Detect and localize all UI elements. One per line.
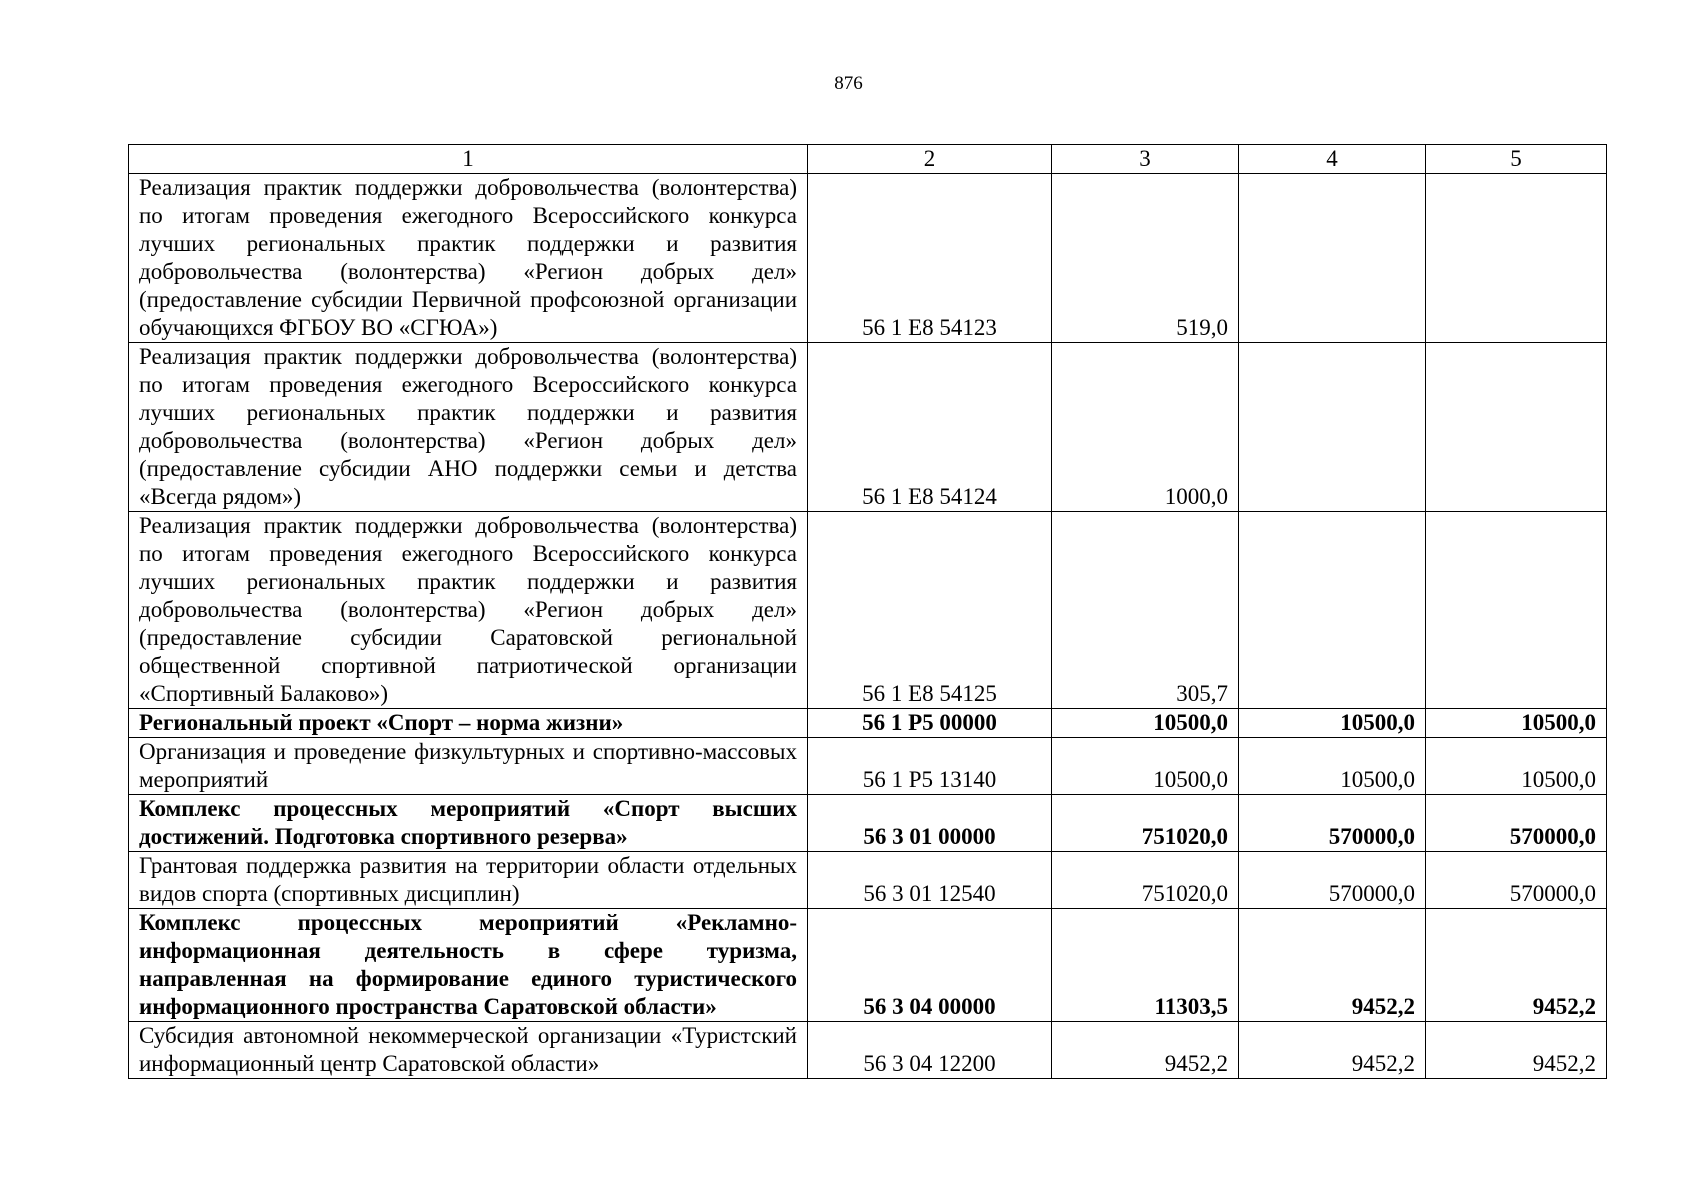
row-name: Реализация практик поддержки добровольчества (волонтерства) по итогам проведения ежегодного Всероссийского конкурса лучших региональных практик поддержки и развития добровольчества (волонтерства) «Регион добрых дел» (предоставление субсидии Первичной профсоюзной организации обучающихся ФГБОУ ВО «СГЮА») (129, 174, 808, 343)
row-value: 570000,0 (1239, 795, 1426, 852)
row-code: 56 1 E8 54125 (808, 512, 1052, 709)
row-value (1426, 512, 1607, 709)
table-row (129, 852, 1607, 909)
table-row (129, 512, 1607, 709)
table-row (129, 343, 1607, 512)
row-value: 10500,0 (1239, 709, 1426, 738)
row-value: 11303,5 (1052, 909, 1239, 1022)
row-value: 9452,2 (1239, 1022, 1426, 1079)
row-value: 9452,2 (1426, 1022, 1607, 1079)
row-value: 570000,0 (1239, 852, 1426, 909)
row-value (1239, 512, 1426, 709)
row-value: 570000,0 (1426, 795, 1607, 852)
column-header: 1 (129, 145, 808, 174)
column-header: 3 (1052, 145, 1239, 174)
row-name: Субсидия автономной некоммерческой организации «Туристский информационный центр Саратовской области» (129, 1022, 808, 1079)
column-header: 5 (1426, 145, 1607, 174)
row-name: Грантовая поддержка развития на территории области отдельных видов спорта (спортивных дисциплин) (129, 852, 808, 909)
column-header: 4 (1239, 145, 1426, 174)
table-header-row (129, 145, 1607, 174)
row-value: 10500,0 (1426, 738, 1607, 795)
row-code: 56 3 04 00000 (808, 909, 1052, 1022)
page-number: 876 (834, 73, 863, 94)
row-code: 56 1 E8 54124 (808, 343, 1052, 512)
row-value: 9452,2 (1052, 1022, 1239, 1079)
budget-table (128, 144, 1607, 1079)
row-value: 751020,0 (1052, 852, 1239, 909)
row-code: 56 1 P5 00000 (808, 709, 1052, 738)
row-value (1239, 343, 1426, 512)
row-value (1426, 174, 1607, 343)
row-value: 751020,0 (1052, 795, 1239, 852)
row-value: 519,0 (1052, 174, 1239, 343)
row-code: 56 1 E8 54123 (808, 174, 1052, 343)
row-value: 305,7 (1052, 512, 1239, 709)
row-name: Реализация практик поддержки добровольчества (волонтерства) по итогам проведения ежегодного Всероссийского конкурса лучших региональных практик поддержки и развития добровольчества (волонтерства) «Регион добрых дел» (предоставление субсидии Саратовской региональной общественной спортивной патриотической организации «Спортивный Балаково») (129, 512, 808, 709)
row-name: Организация и проведение физкультурных и спортивно-массовых мероприятий (129, 738, 808, 795)
row-value: 570000,0 (1426, 852, 1607, 909)
table-row-section (129, 795, 1607, 852)
row-name: Комплекс процессных мероприятий «Рекламно-информационная деятельность в сфере туризма, направленная на формирование единого туристического информационного пространства Саратовской области» (129, 909, 808, 1022)
table-row (129, 738, 1607, 795)
table-row-section (129, 909, 1607, 1022)
column-header: 2 (808, 145, 1052, 174)
table-row-section (129, 709, 1607, 738)
row-code: 56 3 01 00000 (808, 795, 1052, 852)
row-name: Реализация практик поддержки добровольчества (волонтерства) по итогам проведения ежегодного Всероссийского конкурса лучших региональных практик поддержки и развития добровольчества (волонтерства) «Регион добрых дел» (предоставление субсидии АНО поддержки семьи и детства «Всегда рядом») (129, 343, 808, 512)
row-value (1239, 174, 1426, 343)
row-value: 1000,0 (1052, 343, 1239, 512)
row-name: Комплекс процессных мероприятий «Спорт высших достижений. Подготовка спортивного резерва» (129, 795, 808, 852)
row-code: 56 3 01 12540 (808, 852, 1052, 909)
row-value: 9452,2 (1426, 909, 1607, 1022)
row-value: 9452,2 (1239, 909, 1426, 1022)
row-value: 10500,0 (1239, 738, 1426, 795)
row-value: 10500,0 (1052, 738, 1239, 795)
table-row (129, 1022, 1607, 1079)
row-value: 10500,0 (1426, 709, 1607, 738)
row-value (1426, 343, 1607, 512)
table-row (129, 174, 1607, 343)
row-value: 10500,0 (1052, 709, 1239, 738)
row-code: 56 1 P5 13140 (808, 738, 1052, 795)
row-name: Региональный проект «Спорт – норма жизни» (129, 709, 808, 738)
row-code: 56 3 04 12200 (808, 1022, 1052, 1079)
